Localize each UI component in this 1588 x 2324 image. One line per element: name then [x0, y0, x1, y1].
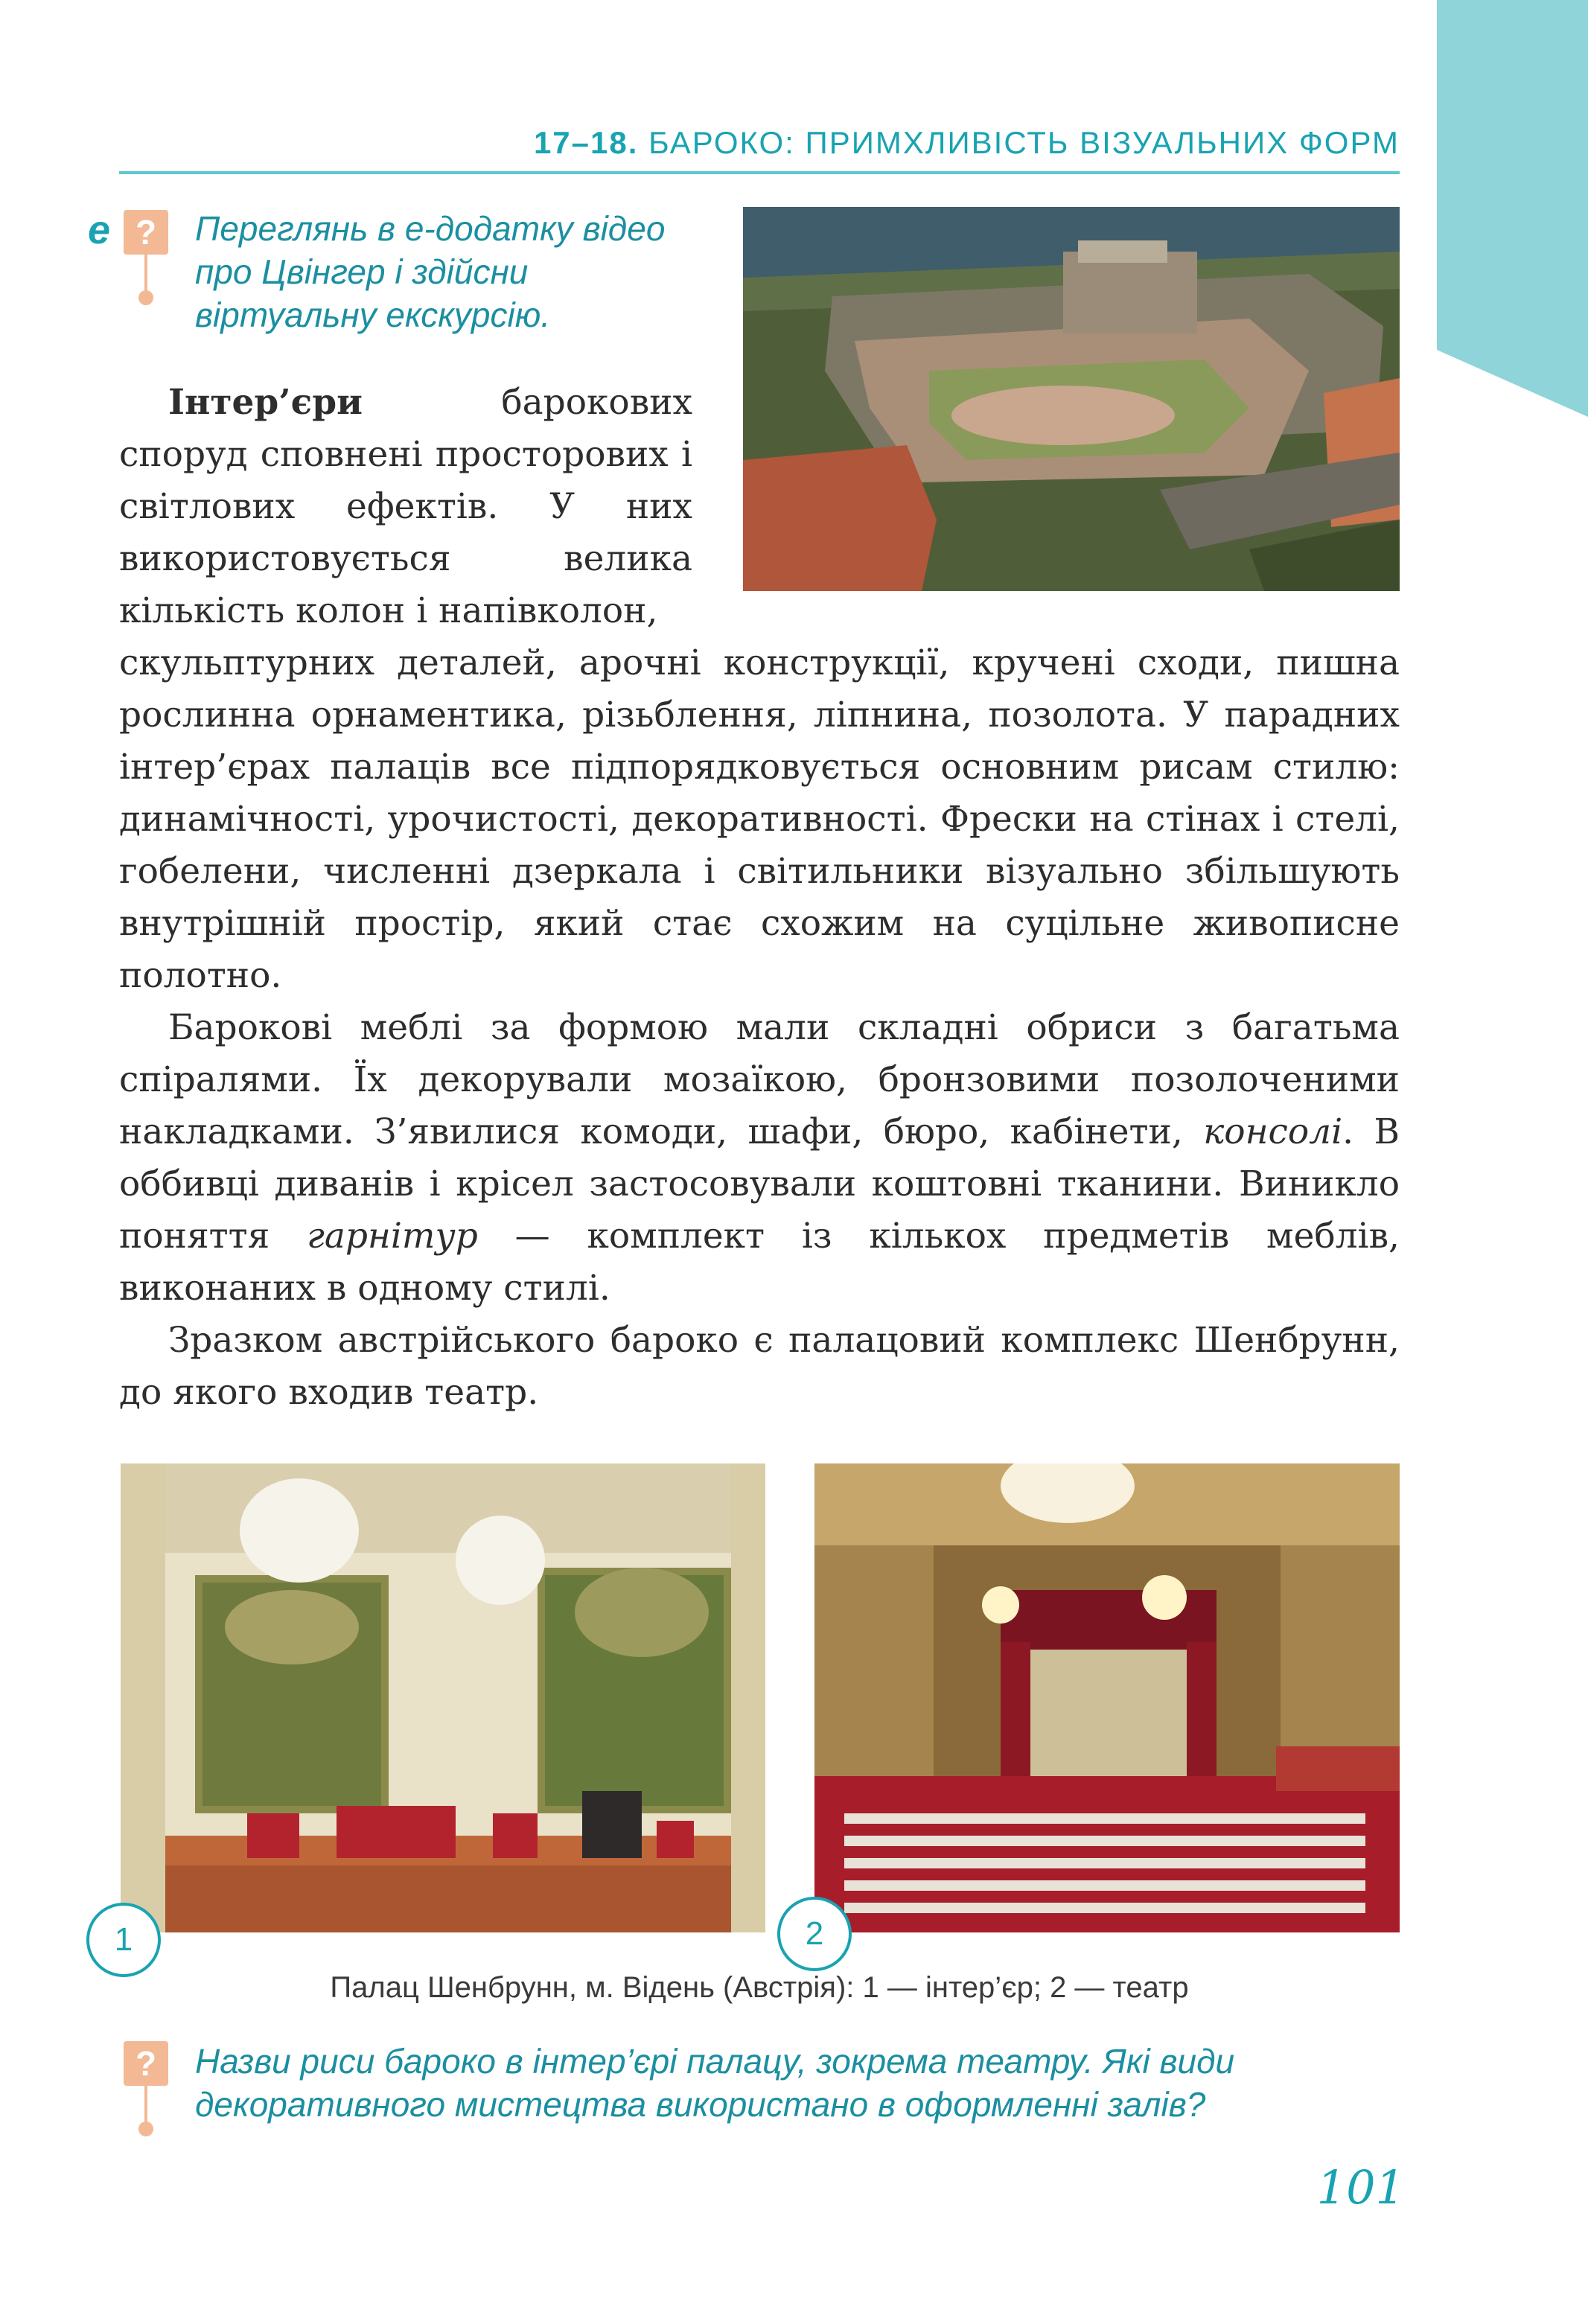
- term-consoles: консолі: [1203, 1111, 1343, 1152]
- lesson-number: 17–18.: [533, 125, 639, 160]
- question-text: Назви риси бароко в інтер’єрі палацу, зокрема театру. Які види декоративного мистецтва використано в оформленні залів?: [195, 2042, 1235, 2124]
- header-divider: [119, 171, 1400, 174]
- paragraph-furniture: [119, 1002, 1400, 1315]
- palace-interior-photo: [121, 1463, 765, 1932]
- photo-badge-2: 2: [777, 1897, 852, 1971]
- term-garnitur: гарнітур: [307, 1216, 478, 1257]
- paragraph-interiors-intro: [119, 377, 692, 637]
- paragraph-schonbrunn: Зразком австрійського бароко є палацовий комплекс Шенбрунн, до якого входив театр.: [119, 1320, 1400, 1413]
- e-resource-icon: e: [88, 208, 111, 252]
- term-interiors: Інтер’єри: [168, 382, 363, 423]
- paragraph-interiors-continued: скульптурних деталей, арочні конструкції, кручені сходи, пишна рослинна орнаментика, різьблення, ліпнина, позолота. У парадних інтер’єрах палаців все підпорядковується основним рисам стилю: динамічності, урочистості, декоративності. Фрески на стінах і стелі, гобелени, численні дзеркала і світильники візуально збільшують внутрішній простір, який стає схожим на суцільне живописне полотно.: [119, 642, 1400, 996]
- page-number: 101: [1316, 2160, 1405, 2215]
- corner-tab: [1437, 0, 1588, 417]
- question-marker-icon: ?: [124, 210, 168, 307]
- lesson-header: [119, 125, 1400, 161]
- furniture-text-c: — комплект із кількох предметів меблів, виконаних в одному стилі.: [119, 1216, 1400, 1309]
- e-resource-note: Переглянь в е-додатку відео про Цвінгер і здійсни віртуальну екскурсію.: [195, 209, 666, 334]
- lesson-title: БАРОКО: ПРИМХЛИВІСТЬ ВІЗУАЛЬНИХ ФОРМ: [648, 125, 1400, 160]
- photo-caption: Палац Шенбрунн, м. Відень (Австрія): 1 — інтер’єр; 2 — театр: [330, 1971, 1189, 2004]
- question-marker-icon: ?: [124, 2041, 168, 2138]
- palace-theatre-photo: [814, 1463, 1400, 1932]
- paragraph-interiors-text-a: барокових споруд сповнені просторових і світлових ефектів. У них використовується велика кількість колон і напівколон,: [119, 382, 692, 631]
- photo-badge-1: 1: [86, 1903, 161, 1977]
- furniture-text-a: Барокові меблі за формою мали складні обриси з багатьма спіралями. Їх декорували мозаїкою, бронзовими позолоченими накладками. З’явилися комоди, шафи, бюро, кабінети,: [119, 1007, 1400, 1152]
- furniture-text-b: . В оббивці диванів і крісел застосовували коштовні тканини. Виникло поняття: [119, 1111, 1400, 1257]
- zwinger-aerial-photo: [743, 207, 1400, 591]
